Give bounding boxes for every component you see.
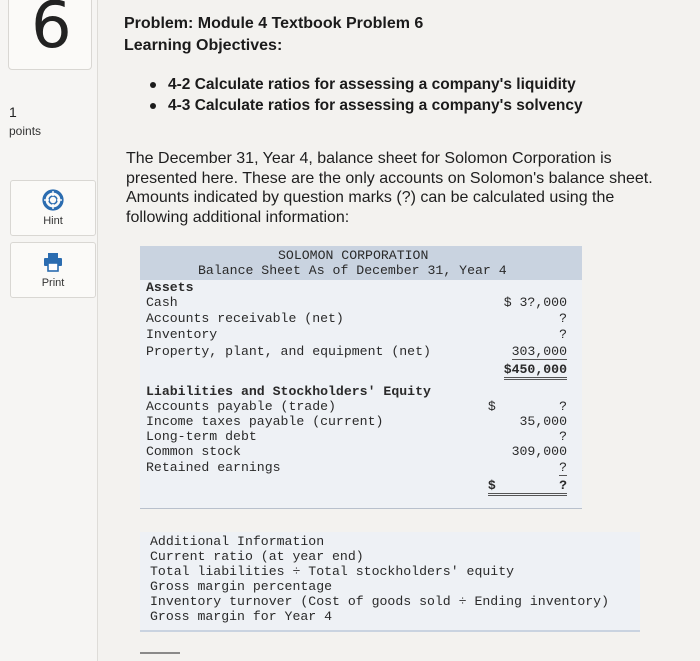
equity-amount-common: 309,000 bbox=[511, 444, 567, 459]
points-value: 1 bbox=[9, 104, 17, 120]
cutoff-next-section bbox=[140, 652, 180, 660]
equity-amount-retained: ? bbox=[559, 460, 567, 475]
asset-label-ppe: Property, plant, and equipment (net) bbox=[146, 344, 431, 359]
liab-label-taxes: Income taxes payable (current) bbox=[146, 414, 384, 429]
asset-label-cash: Cash bbox=[146, 295, 178, 310]
assets-heading: Assets bbox=[146, 280, 194, 295]
additional-item: Gross margin for Year 4 bbox=[150, 609, 333, 624]
hint-label: Hint bbox=[43, 215, 63, 227]
lifebuoy-icon bbox=[42, 189, 64, 211]
printer-icon bbox=[42, 251, 64, 273]
additional-bottom-rule bbox=[140, 630, 640, 632]
objectives-heading: Learning Objectives: bbox=[124, 37, 283, 54]
assets-total: $450,000 bbox=[504, 362, 567, 380]
company-name: SOLOMON CORPORATION bbox=[278, 248, 429, 263]
question-sidebar bbox=[0, 0, 98, 661]
hint-button[interactable] bbox=[10, 180, 96, 236]
liab-amount-ap: $ ? bbox=[487, 399, 567, 414]
question-number-box[interactable] bbox=[8, 0, 92, 70]
print-label: Print bbox=[41, 277, 65, 289]
liab-amount-ltd: ? bbox=[559, 429, 567, 444]
balance-sheet-divider bbox=[140, 508, 582, 509]
asset-amount-receivables: ? bbox=[559, 311, 567, 326]
print-button[interactable] bbox=[10, 242, 96, 298]
question-number: 6 bbox=[31, 0, 72, 63]
asset-amount-inventory: ? bbox=[559, 327, 567, 342]
additional-item: Gross margin percentage bbox=[150, 579, 333, 594]
additional-item: Current ratio (at year end) bbox=[150, 549, 364, 564]
problem-title: Problem: Module 4 Textbook Problem 6 bbox=[124, 15, 424, 32]
asset-amount-cash: $ 3?,000 bbox=[503, 295, 567, 310]
additional-item: Inventory turnover (Cost of goods sold ÷ Ending inventory) bbox=[150, 594, 609, 609]
liab-label-ap: Accounts payable (trade) bbox=[146, 399, 336, 414]
asset-label-inventory: Inventory bbox=[146, 327, 218, 342]
problem-intro: The December 31, Year 4, balance sheet for Solomon Corporation is presented here. These are the only accounts on Solomon's balance sheet. Amounts indicated by question marks (?) can be calculated using the following additional information: bbox=[126, 150, 653, 226]
points-label: points bbox=[9, 124, 42, 138]
additional-heading: Additional Information bbox=[150, 534, 325, 549]
liab-label-ltd: Long-term debt bbox=[146, 429, 257, 444]
objective-item: 4-3 Calculate ratios for assessing a company's solvency bbox=[150, 95, 583, 116]
liabilities-total: $ ? bbox=[488, 478, 567, 496]
objective-item: 4-2 Calculate ratios for assessing a company's liquidity bbox=[150, 74, 583, 95]
liabilities-heading: Liabilities and Stockholders' Equity bbox=[146, 384, 431, 399]
asset-amount-ppe: 303,000 bbox=[511, 344, 567, 359]
liab-amount-taxes: 35,000 bbox=[519, 414, 567, 429]
equity-label-retained: Retained earnings bbox=[146, 460, 281, 475]
equity-label-common: Common stock bbox=[146, 444, 241, 459]
objectives-list bbox=[150, 74, 583, 116]
balance-sheet-subtitle: Balance Sheet As of December 31, Year 4 bbox=[198, 263, 507, 278]
asset-label-receivables: Accounts receivable (net) bbox=[146, 311, 344, 326]
additional-item: Total liabilities ÷ Total stockholders' equity bbox=[150, 564, 515, 579]
